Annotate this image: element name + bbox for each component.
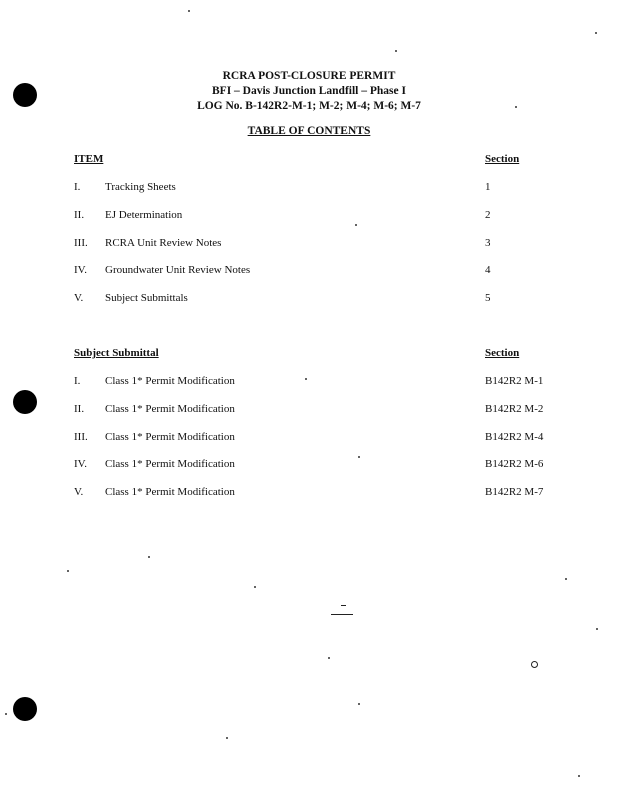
subject-submittal-column-header: Subject Submittal — [74, 347, 159, 359]
submittal-number: V. — [74, 486, 84, 498]
scan-speck — [395, 50, 397, 52]
submittal-section: B142R2 M-4 — [485, 431, 544, 443]
scan-speck — [5, 713, 7, 715]
item-number: IV. — [74, 264, 87, 276]
submittal-number: I. — [74, 375, 81, 387]
submittal-label: Class 1* Permit Modification — [105, 458, 235, 470]
item-number: III. — [74, 237, 88, 249]
submittal-label: Class 1* Permit Modification — [105, 486, 235, 498]
scan-speck — [355, 224, 357, 226]
submittal-section: B142R2 M-2 — [485, 403, 544, 415]
item-number: II. — [74, 209, 85, 221]
item-section: 4 — [485, 264, 491, 276]
submittal-label: Class 1* Permit Modification — [105, 375, 235, 387]
scan-speck — [595, 32, 597, 34]
item-column-header: ITEM — [74, 153, 104, 165]
punch-hole-middle — [13, 390, 37, 414]
table-of-contents-title: TABLE OF CONTENTS — [247, 125, 371, 137]
scan-mark-circle — [531, 661, 538, 668]
item-label: EJ Determination — [105, 209, 183, 221]
submittal-number: III. — [74, 431, 88, 443]
scan-mark-line — [331, 614, 353, 615]
item-label: Groundwater Unit Review Notes — [105, 264, 251, 276]
item-section: 2 — [485, 209, 491, 221]
scan-speck — [565, 578, 567, 580]
item-section: 5 — [485, 292, 491, 304]
item-number: I. — [74, 181, 81, 193]
submittal-number: IV. — [74, 458, 87, 470]
scan-speck — [358, 703, 360, 705]
section-column-header: Section — [485, 347, 520, 359]
scan-speck — [254, 586, 256, 588]
item-number: V. — [74, 292, 84, 304]
submittal-label: Class 1* Permit Modification — [105, 431, 235, 443]
scan-speck — [148, 556, 150, 558]
facility-name: BFI – Davis Junction Landfill – Phase I — [212, 85, 406, 97]
scan-speck — [328, 657, 330, 659]
submittal-section: B142R2 M-1 — [485, 375, 544, 387]
permit-title: RCRA POST-CLOSURE PERMIT — [222, 70, 396, 82]
item-section: 1 — [485, 181, 491, 193]
item-label: RCRA Unit Review Notes — [105, 237, 222, 249]
item-section: 3 — [485, 237, 491, 249]
punch-hole-bottom — [13, 697, 37, 721]
scan-speck — [305, 378, 307, 380]
scan-speck — [226, 737, 228, 739]
scan-speck — [596, 628, 598, 630]
item-label: Tracking Sheets — [105, 181, 176, 193]
scan-speck — [67, 570, 69, 572]
scan-speck — [358, 456, 360, 458]
submittal-number: II. — [74, 403, 85, 415]
submittal-section: B142R2 M-6 — [485, 458, 544, 470]
submittal-label: Class 1* Permit Modification — [105, 403, 235, 415]
log-number: LOG No. B-142R2-M-1; M-2; M-4; M-6; M-7 — [197, 100, 421, 112]
scan-mark — [341, 605, 346, 606]
scan-speck — [188, 10, 190, 12]
scan-speck — [578, 775, 580, 777]
section-column-header: Section — [485, 153, 520, 165]
submittal-section: B142R2 M-7 — [485, 486, 544, 498]
item-label: Subject Submittals — [105, 292, 188, 304]
